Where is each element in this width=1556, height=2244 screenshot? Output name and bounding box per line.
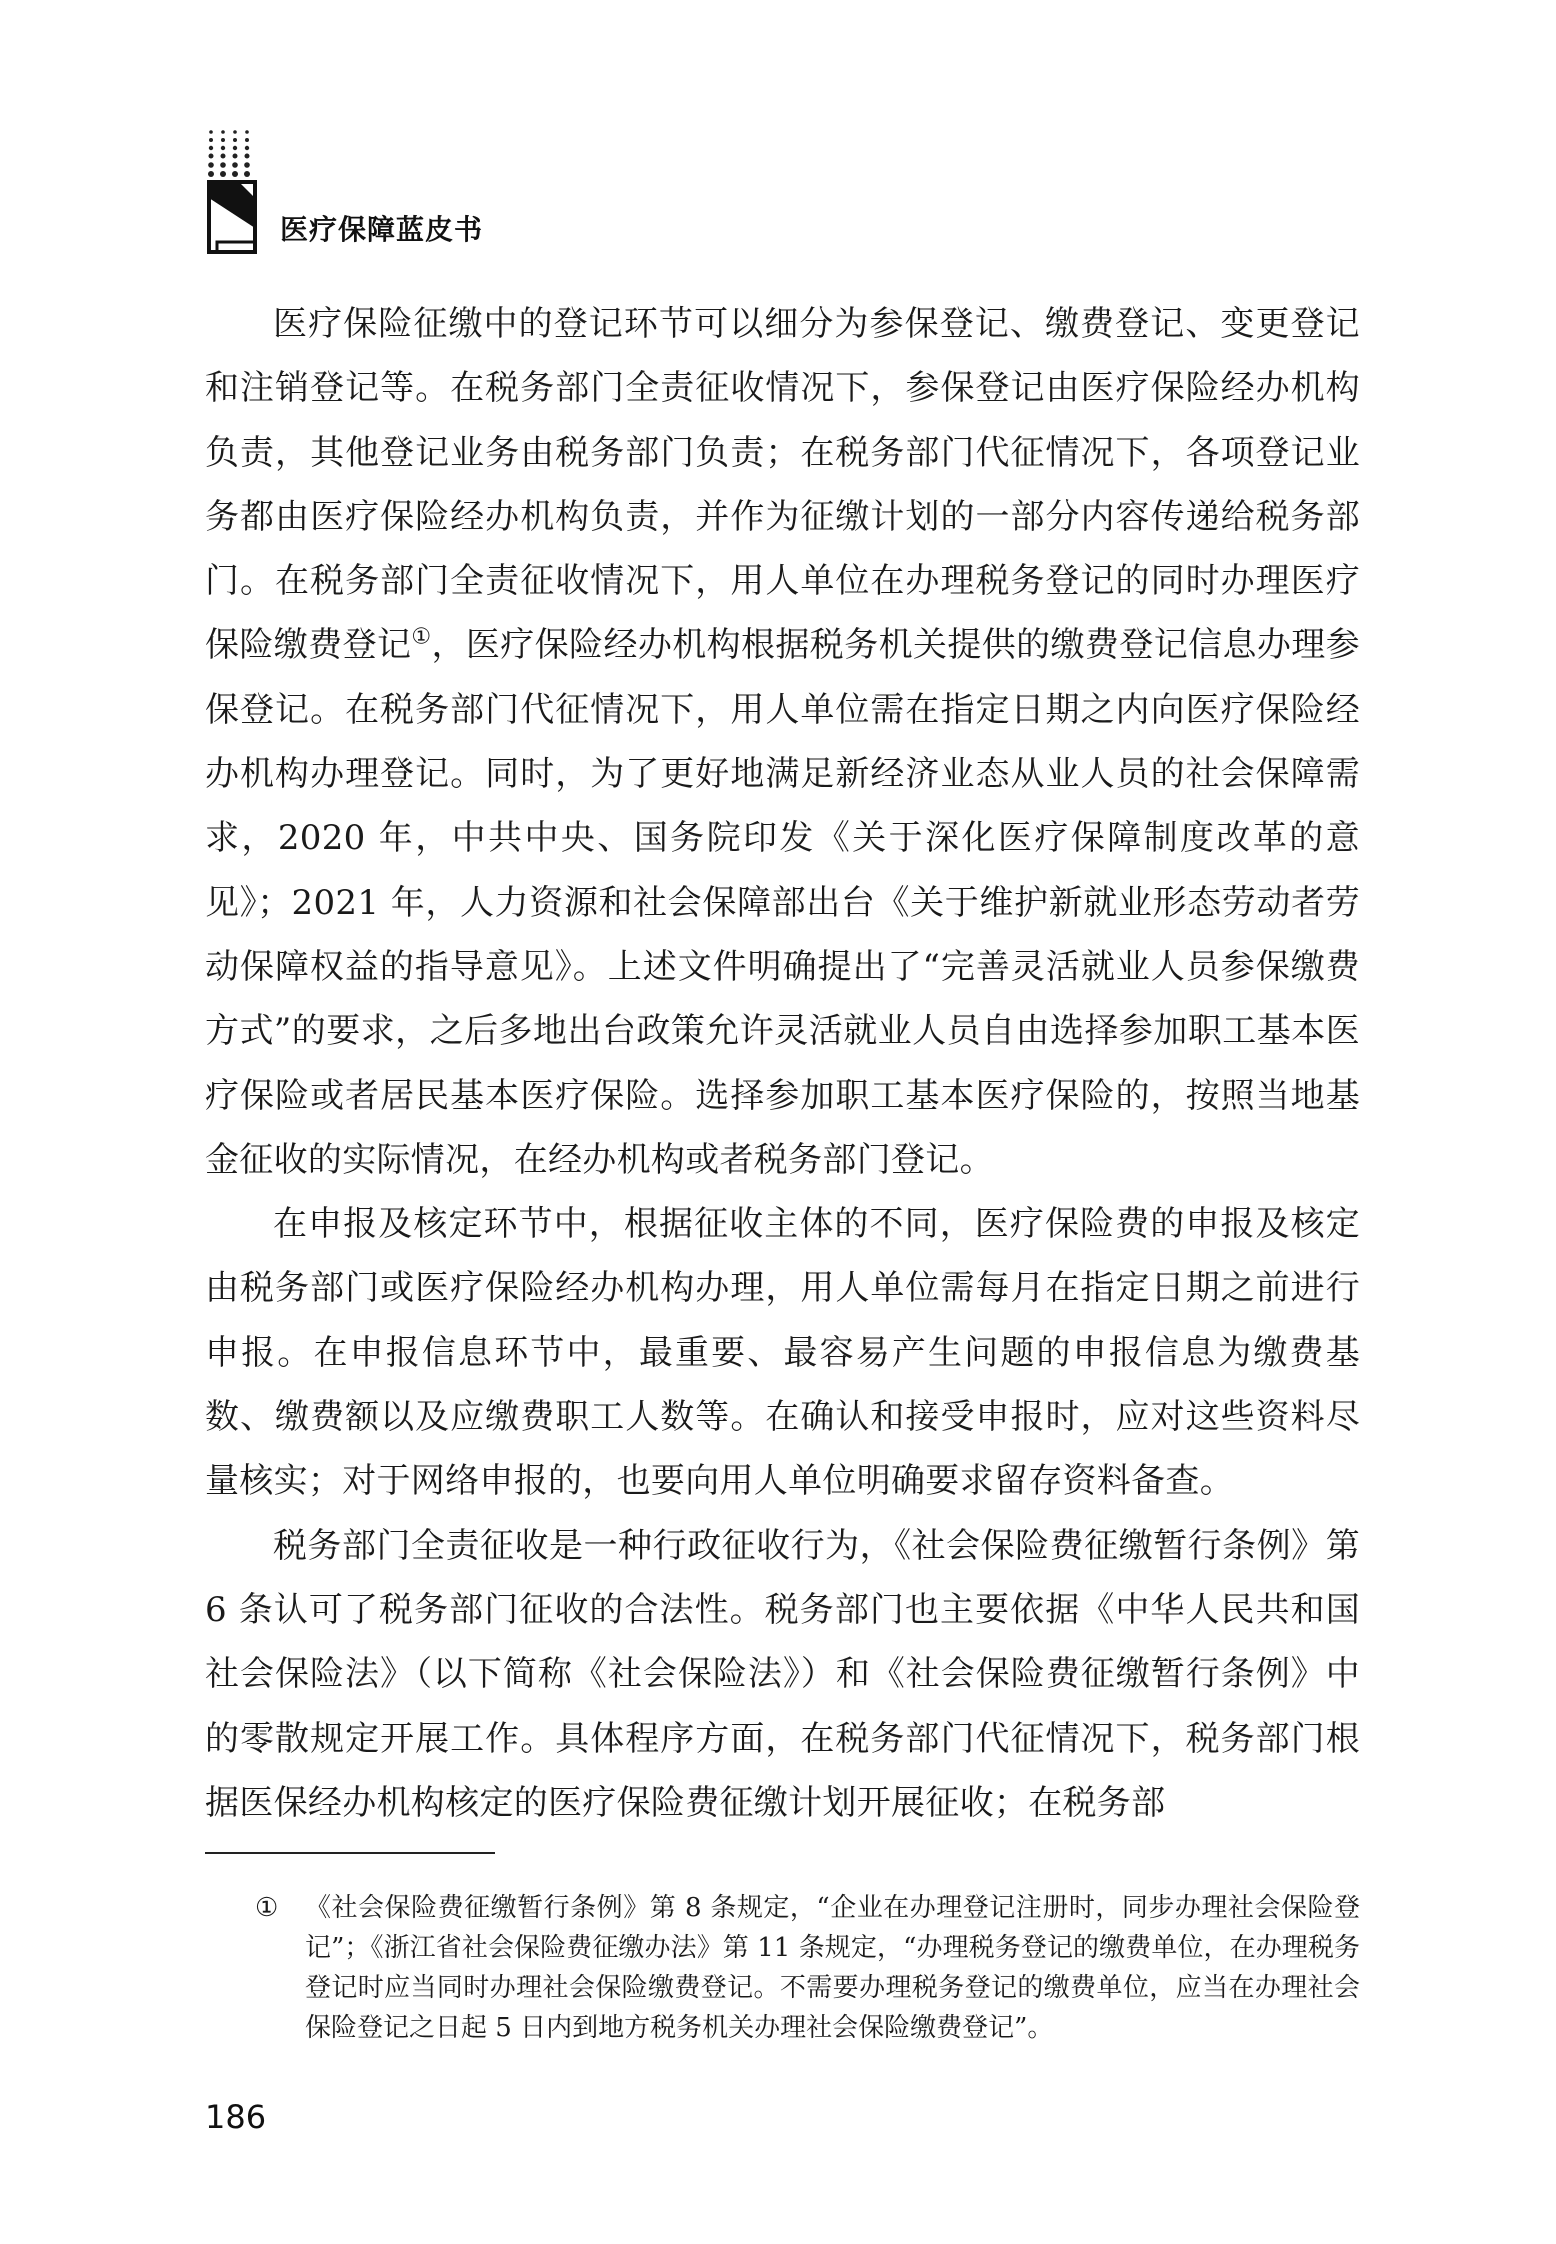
running-header <box>205 128 805 258</box>
paragraph-declaration: 在申报及核定环节中，根据征收主体的不同，医疗保险费的申报及核定由税务部门或医疗保险经办机构办理，用人单位需每月在指定日期之前进行申报。在申报信息环节中，最重要、最容易产生问题的申报信息为缴费基数、缴费额以及应缴费职工人数等。在确认和接受申报时，应对这些资料尽量核实；对于网络申报的，也要向用人单位明确要求留存资料备查。 <box>205 1204 1360 1502</box>
paragraph-text: ，医疗保险经办机构根据税务机关提供的缴费登记信息办理参保登记。在税务部门代征情况下，用人单位需在指定日期之内向医疗保险经办机构办理登记。同时，为了更好地满足新经济业态从业人员的社会保障需求，2020 年，中共中央、国务院印发《关于深化医疗保障制度改革的意见》；2021 年，人力资源和社会保障部出台《关于维护新就业形态劳动者劳动保障权益的指导意见》。上述文件明确提出了“完善灵活就业人员参保缴费方式”的要求，之后多地出台政策允许灵活就业人员自由选择参加职工基本医疗保险或者居民基本医疗保险。选择参加职工基本医疗保险的，按照当地基金征收的实际情况，在经办机构或者税务部门登记。 <box>205 625 1360 1180</box>
footnote-text: 《社会保险费征缴暂行条例》第 8 条规定，“企业在办理登记注册时，同步办理社会保险登记”；《浙江省社会保险费征缴办法》第 11 条规定，“办理税务登记的缴费单位，在办理税务登记时应当同时办理社会保险缴费登记。不需要办理税务登记的缴费单位，应当在办理社会保险登记之日起 5 日内到地方税务机关办理社会保险缴费登记”。 <box>305 1893 1360 2043</box>
paragraph-text: 医疗保险征缴中的登记环节可以细分为参保登记、缴费登记、变更登记和注销登记等。在税务部门全责征收情况下，参保登记由医疗保险经办机构负责，其他登记业务由税务部门负责；在税务部门代征情况下，各项登记业务都由医疗保险经办机构负责，并作为征缴计划的一部分内容传递给税务部门。在税务部门全责征收情况下，用人单位在办理税务登记的同时办理医疗保险缴费登记 <box>205 304 1360 666</box>
footnote-divider <box>205 1852 495 1854</box>
book-corner-icon <box>205 178 265 256</box>
main-text <box>205 292 1360 1835</box>
page-number: 186 <box>205 2098 267 2136</box>
footnote <box>255 1888 1360 2048</box>
series-title: 医疗保障蓝皮书 <box>280 213 484 246</box>
paragraph-registration <box>205 292 1360 1192</box>
footnote-mark: ① <box>255 1893 279 1923</box>
dot-grid-icon <box>207 128 257 178</box>
footnote-reference[interactable]: ① <box>411 625 432 651</box>
paragraph-tax-collection: 税务部门全责征收是一种行政征收行为，《社会保险费征缴暂行条例》第 6 条认可了税务部门征收的合法性。税务部门也主要依据《中华人民共和国社会保险法》（以下简称《社会保险法》）和《社会保险费征缴暂行条例》中的零散规定开展工作。具体程序方面，在税务部门代征情况下，税务部门根据医保经办机构核定的医疗保险费征缴计划开展征收；在税务部 <box>205 1525 1360 1823</box>
